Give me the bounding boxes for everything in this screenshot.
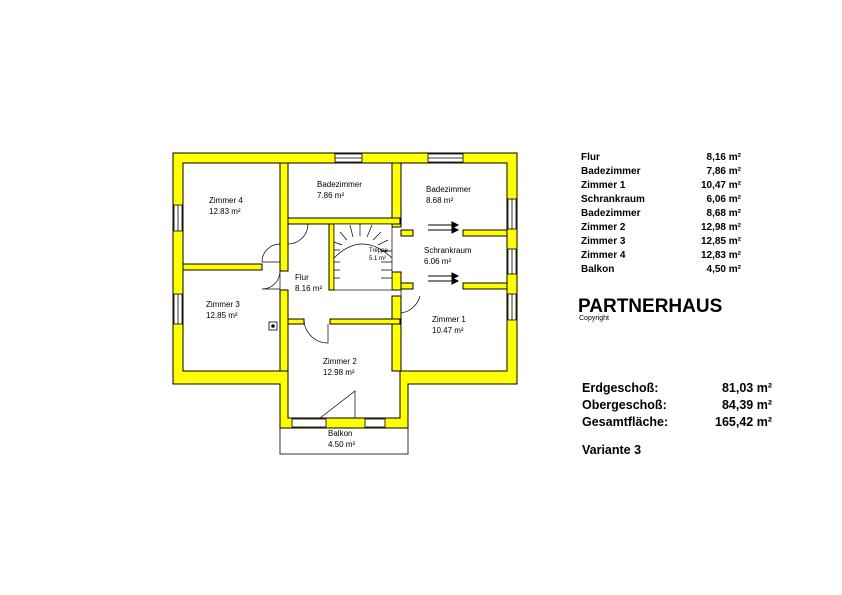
area-label: Badezimmer [581,208,641,219]
summary-row [582,379,772,397]
area-list-row [581,179,741,193]
area-label: Flur [581,152,600,163]
area-value: 12,98 m² [700,222,741,233]
room-zimmer4-name: Zimmer 4 [209,196,243,205]
room-flur-area: 8.16 m² [295,284,323,293]
exterior-walls [173,153,517,428]
room-zimmer3-name: Zimmer 3 [206,300,240,309]
area-value: 10,47 m² [700,180,741,191]
room-bad1-name: Badezimmer [317,180,362,189]
area-value: 4,50 m² [706,264,741,275]
area-list-row [581,165,741,179]
area-list-row [581,207,741,221]
area-value: 8,68 m² [706,208,741,219]
area-label: Balkon [581,264,615,275]
area-list-row [581,235,741,249]
room-balkon-area: 4.50 m² [328,440,356,449]
windows [174,154,516,427]
area-label: Zimmer 2 [581,222,626,233]
room-bad1-area: 7.86 m² [317,191,345,200]
page-title: PARTNERHAUS [578,296,723,317]
area-label: Zimmer 1 [581,180,626,191]
area-list-row [581,193,741,207]
area-list-row [581,263,741,277]
chimney-icon [269,322,277,330]
summary-value: 81,03 m² [721,381,772,395]
area-label: Badezimmer [581,166,641,177]
summary-label: Erdgeschoß: [582,381,659,395]
summary-label: Gesamtfläche: [582,415,669,429]
area-list-row [581,221,741,235]
area-value: 12,85 m² [700,236,741,247]
summary-value: 84,39 m² [721,398,772,412]
room-zimmer2-name: Zimmer 2 [323,357,357,366]
area-label: Schrankraum [581,194,645,205]
area-value: 6,06 m² [706,194,741,205]
room-flur-name: Flur [295,273,309,282]
summary-label: Obergeschoß: [582,398,667,412]
area-value: 7,86 m² [706,166,741,177]
room-schrank-area: 6.06 m² [424,257,452,266]
area-value: 12,83 m² [700,250,741,261]
area-value: 8,16 m² [706,152,741,163]
area-label: Zimmer 4 [581,250,626,261]
summary-value: 165,42 m² [715,415,772,429]
area-list-row [581,151,741,165]
room-bad2-name: Badezimmer [426,185,471,194]
room-schrank-name: Schrankraum [424,246,472,255]
area-list-row [581,249,741,263]
room-zimmer1-name: Zimmer 1 [432,315,466,324]
room-bad2-area: 8.68 m² [426,196,454,205]
copyright-note: Copyright [579,315,609,322]
room-zimmer4-area: 12.83 m² [209,207,241,216]
area-label: Zimmer 3 [581,236,626,247]
variant-label: Variante 3 [582,443,642,457]
room-zimmer2-area: 12.98 m² [323,368,355,377]
room-treppe-area: 5.1 m² [369,256,387,262]
summary-row [582,413,772,431]
room-zimmer3-area: 12.85 m² [206,311,238,320]
room-zimmer1-area: 10.47 m² [432,326,464,335]
summary-row [582,396,772,414]
room-treppe-name: Treppe [369,248,388,254]
room-balkon-name: Balkon [328,429,353,438]
